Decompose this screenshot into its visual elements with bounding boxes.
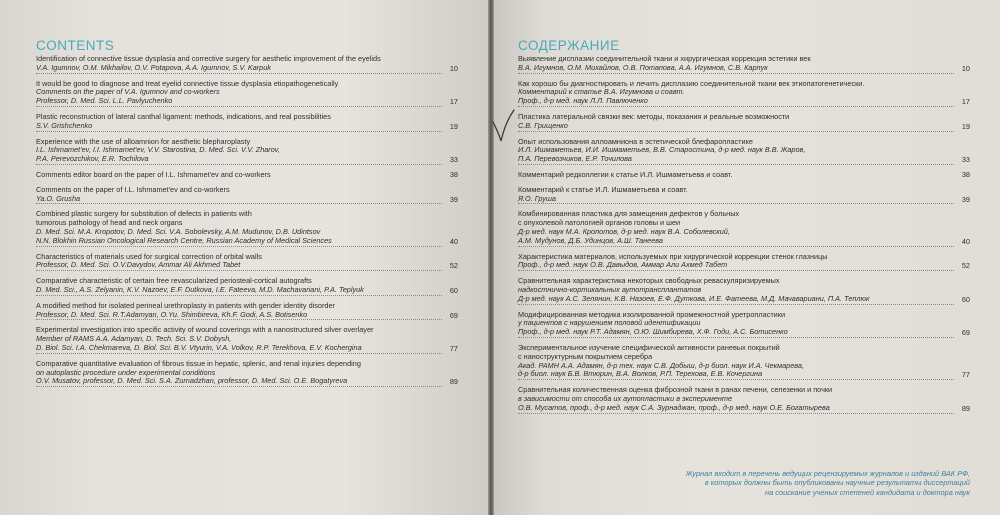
toc-entry-title: Сравнительная количественная оценка фиброзной ткани в ранах печени, селезенки и почки: [518, 385, 833, 395]
toc-page-number: 60: [961, 294, 970, 304]
toc-entry-authors: Professor, D. Med. Sci. L.L. Pavlyuchenko: [36, 97, 442, 107]
toc-page-number: 10: [449, 63, 458, 73]
toc-page-number: 52: [449, 261, 458, 271]
toc-entry: [518, 210, 970, 246]
toc-page-number: 60: [449, 285, 458, 295]
soderzhanie-heading: СОДЕРЖАНИЕ: [518, 38, 620, 53]
toc-entry-authors: у пациентов с нарушением половой идентификации: [518, 318, 701, 328]
toc-entry-title: Comparative characteristic of certain free revascularized periosteal-cortical autografts: [36, 276, 312, 286]
toc-entry: [518, 55, 970, 74]
toc-entry: [36, 326, 458, 353]
toc-page-number: 89: [449, 377, 458, 387]
toc-entry: [36, 113, 458, 132]
toc-entry-title: Комбинированная пластика для замещения дефектов у больных: [518, 209, 740, 219]
toc-entry-authors: D. Med. Sci. M.A. Kropotov, D. Med. Sci. V.A. Sobolevsky, A.M. Mudunov, D.B. Udintsov: [36, 226, 321, 236]
toc-entry: [36, 360, 458, 387]
toc-page-number: 33: [961, 155, 970, 165]
toc-entry-authors: д-р биол. наук Б.В. Втюрин, В.А. Волков, Р.П. Терехова, Е.В. Кочергина: [518, 370, 954, 380]
toc-entry-title: Комментарий к статье И.Л. Ишмаметьева и соавт.: [518, 184, 688, 194]
toc-entry-authors: Д-р мед. наук А.С. Зелянин, К.В. Назоев, Е.Ф. Дуткова, И.Е. Фатеева, М.Д. Мачавариани, П.А. Теплюк: [518, 295, 954, 305]
contents-heading: CONTENTS: [36, 38, 115, 53]
toc-entry: [36, 55, 458, 74]
toc-entry-title: Comments editor board on the paper of I.L. Ishmamet'ev and co-workers: [36, 169, 271, 179]
toc-page-number: 40: [961, 236, 970, 246]
toc-entry-authors: Professor, D. Med. Sci. R.T.Adamyan, O.Yu. Shimbireva, Kh.F. Godi, A.S. Botisenko: [36, 311, 442, 321]
toc-entry: [36, 186, 458, 205]
toc-entry: [36, 302, 458, 321]
toc-entry-title: Experimental investigation into specific activity of wound coverings with a nanostructured silver overlayer: [36, 325, 374, 335]
toc-entry-authors: Ya.O. Grusha: [36, 195, 442, 205]
toc-entry-authors: V.A. Igumnov, O.M. Mikhailov, O.V. Potapova, A.A. Igumnov, S.V. Karpuk: [36, 64, 442, 74]
toc-entry: [518, 113, 970, 132]
toc-entry-authors: Comments on the paper of V.A. Igumnov and co-workers: [36, 87, 220, 97]
toc-page-number: 39: [449, 194, 458, 204]
toc-entry-authors: D. Biol. Sci. I.A. Chekmareva, D. Biol. Sci. B.V. Vtyurin, V.A. Volkov, R.P. Terekhova, E.V. Kochergina: [36, 344, 442, 354]
handwritten-checkmark-icon: [490, 108, 516, 144]
toc-entry-authors: Professor, D. Med. Sci. O.V.Davydov, Ammar Ali Akhmed Tabet: [36, 261, 442, 271]
right-page-russian: [494, 0, 1000, 515]
toc-entry-authors: P.A. Perevozchikov, E.R. Tochilova: [36, 155, 442, 165]
toc-entry-title: Комментарий редколлегии к статье И.Л. Ишмаметьева и соавт.: [518, 169, 733, 179]
left-page-english: [0, 0, 488, 515]
toc-russian: [518, 55, 970, 414]
toc-page-number: 89: [961, 403, 970, 413]
toc-entry-title: Comments on the paper of I.L. Ishmamet'ev and co-workers: [36, 184, 230, 194]
toc-entry-authors: А.М. Мудунов, Д.Б. Удинцов, А.Ш. Танеева: [518, 237, 954, 247]
toc-entry-authors: N.N. Blokhin Russian Oncological Research Centre, Russian Academy of Medical Sciences: [36, 237, 442, 247]
toc-entry-title: tumorous pathology of head and neck organs: [36, 218, 183, 228]
toc-page-number: 77: [961, 370, 970, 380]
toc-entry-title: Выявление дисплазии соединительной ткани и хирургическая коррекция эстетики век: [518, 54, 811, 63]
toc-page-number: 38: [449, 169, 458, 179]
toc-entry-authors: С.В. Грищенко: [518, 122, 954, 132]
toc-english: [36, 55, 458, 387]
toc-entry-title: Experience with the use of alloamnion for aesthetic blepharoplasty: [36, 136, 251, 146]
toc-entry: [518, 253, 970, 272]
toc-entry-authors: on autoplastic procedure under experimental conditions: [36, 367, 216, 377]
toc-entry-authors: Я.О. Груша: [518, 195, 954, 205]
toc-entry: [518, 386, 970, 413]
toc-entry-title: с наноструктурным покрытием серебра: [518, 351, 653, 361]
toc-entry-title: It would be good to diagnose and treat eyelid connective tissue dysplasia etiopathogenetically: [36, 78, 339, 88]
toc-entry-title: Plastic reconstruction of lateral canthal ligament: methods, indications, and real possibilities: [36, 111, 331, 121]
toc-entry-title: Характеристика материалов, используемых при хирургической коррекции стенок глазницы: [518, 251, 828, 261]
toc-entry: [36, 138, 458, 165]
toc-entry-authors: надкостнично-кортикальных аутотрансплантатов: [518, 284, 702, 294]
toc-entry-title: Combined plastic surgery for substitution of defects in patients with: [36, 209, 252, 219]
toc-entry-authors: В.А. Игумнов, О.М. Михайлов, О.В. Потапова, А.А. Игумнов, С.В. Карпук: [518, 64, 954, 74]
toc-entry-authors: П.А. Перевозчиков, Е.Р. Точилова: [518, 155, 954, 165]
toc-entry: [36, 253, 458, 272]
toc-page-number: 33: [449, 155, 458, 165]
toc-page-number: 38: [961, 169, 970, 179]
toc-entry-authors: Проф., д-р мед. наук Р.Т. Адамян, О.Ю. Шимбирева, Х.Ф. Годи, А.С. Ботисенко: [518, 328, 954, 338]
toc-entry-authors: О.В. Мусатов, проф., д-р мед. наук С.А. Зурнаджан, проф., д-р мед. наук О.Е. Богатырева: [518, 404, 954, 414]
toc-entry-authors: O.V. Musatov, professor, D. Med. Sci. S.A. Zurnadzhan, professor, D. Med. Sci. O.E. Bogatyreva: [36, 377, 442, 387]
vak-note-line: Журнал входит в перечень ведущих рецензируемых журналов и изданий ВАК РФ,: [685, 469, 970, 478]
toc-page-number: 69: [961, 328, 970, 338]
toc-entry-title: Опыт использования аллоамниона в эстетической блефаропластике: [518, 136, 753, 146]
toc-entry: [518, 138, 970, 165]
toc-page-number: 19: [449, 121, 458, 131]
toc-entry-title: Comparative quantitative evaluation of fibrous tissue in hepatic, splenic, and renal injuries depending: [36, 358, 361, 368]
toc-entry: [518, 186, 970, 205]
toc-page-number: 17: [961, 97, 970, 107]
toc-entry: [518, 344, 970, 380]
toc-page-number: 40: [449, 236, 458, 246]
toc-entry: [36, 171, 458, 180]
vak-note-line: на соискание ученых степеней кандидата и доктора наук: [765, 487, 970, 497]
toc-entry-title: Модифицированная методика изолированной промежностной уретропластики: [518, 309, 786, 319]
toc-entry-authors: D. Med. Sci., A.S. Zelyanin, K.V. Nazoev, E.F. Dutkova, I.E. Fateeva, M.D. Machavariani, P.A. Teplyuk: [36, 286, 442, 296]
toc-page-number: 17: [449, 97, 458, 107]
toc-entry-title: Сравнительная характеристика некоторых свободных реваскуляризируемых: [518, 276, 780, 286]
toc-entry-authors: в зависимости от способа их аутопластики в эксперименте: [518, 393, 733, 403]
toc-entry-title: Как хорошо бы диагностировать и лечить дисплазию соединительной ткани век этиопатогенетически.: [518, 78, 865, 88]
toc-entry-authors: Комментарий к статье В.А. Игумнова и соавт.: [518, 87, 685, 97]
toc-entry: [36, 277, 458, 296]
toc-page-number: 52: [961, 261, 970, 271]
toc-entry: [36, 80, 458, 107]
toc-entry: [36, 210, 458, 246]
toc-entry-title: с опухолевой патологией органов головы и шеи: [518, 218, 681, 228]
toc-entry-authors: I.L. Ishmamet'ev, I.I. Ishmamet'ev, V.V. Starostina, D. Med. Sci. V.V. Zharov,: [36, 145, 280, 155]
vak-note-line: в которых должны быть опубликованы научные результаты диссертаций: [704, 478, 970, 488]
toc-page-number: 77: [449, 343, 458, 353]
toc-entry-authors: Проф., д-р мед. наук Л.Л. Павлюченко: [518, 97, 954, 107]
toc-entry-authors: И.Л. Ишмаметьев, И.И. Ишмаметьев, В.В. Старостина, д-р мед. наук В.В. Жаров,: [518, 145, 806, 155]
toc-entry-authors: Проф., д-р мед. наук О.В. Давыдов, Аммар Али Ахмед Табет: [518, 261, 954, 271]
toc-page-number: 69: [449, 310, 458, 320]
toc-entry-authors: Акад. РАМН А.А. Адамян, д-р тех. наук С.В. Добыш, д-р биол. наук И.А. Чекмарева,: [518, 360, 804, 370]
toc-entry-title: A modified method for isolated perineal urethroplasty in patients with gender identity disorder: [36, 300, 335, 310]
toc-entry-authors: Member of RAMS A.A. Adamyan, D. Tech. Sci. S.V. Dobysh,: [36, 334, 232, 344]
toc-entry: [518, 277, 970, 304]
toc-entry: [518, 311, 970, 338]
toc-entry-authors: S.V. Grishchenko: [36, 122, 442, 132]
toc-entry-title: Пластика латеральной связки век: методы, показания и реальные возможности: [518, 111, 790, 121]
toc-page-number: 10: [961, 63, 970, 73]
vak-note: [686, 469, 970, 497]
toc-entry-authors: Д-р мед. наук М.А. Кропотов, д-р мед. наук В.А. Соболевский,: [518, 226, 730, 236]
toc-page-number: 19: [961, 121, 970, 131]
toc-entry-title: Identification of connective tissue dysplasia and corrective surgery for aesthetic improvement of the eyelids: [36, 54, 381, 63]
toc-entry: [518, 171, 970, 180]
toc-page-number: 39: [961, 194, 970, 204]
toc-entry-title: Characteristics of materials used for surgical correction of orbital walls: [36, 251, 262, 261]
toc-entry: [518, 80, 970, 107]
toc-entry-title: Экспериментальное изучение специфической активности раневых покрытий: [518, 342, 780, 352]
